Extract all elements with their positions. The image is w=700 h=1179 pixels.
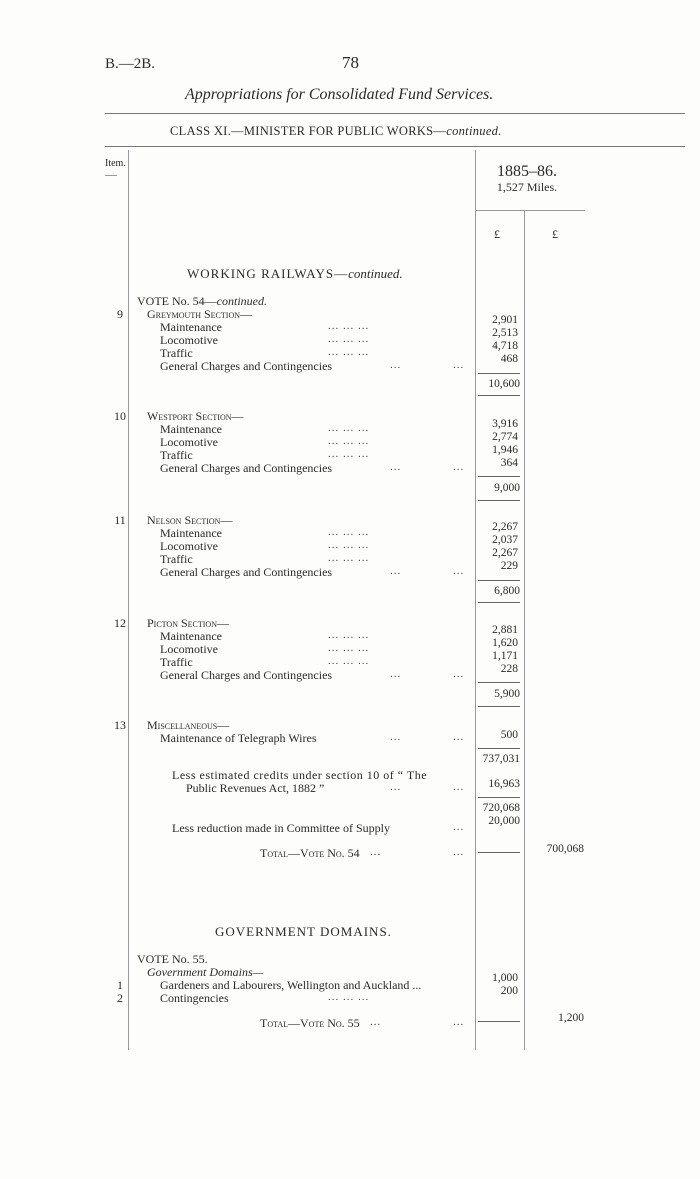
- section-total: 6,800: [494, 585, 520, 597]
- line-item: Maintenance: [160, 526, 222, 540]
- leader-dots: ... ... ...: [328, 346, 370, 358]
- line-item: Maintenance: [160, 320, 222, 334]
- subtotal-rule: [478, 476, 520, 477]
- vote-54-total-label: Total—Vote No. 54: [260, 846, 360, 860]
- leader-dots: ... ... ...: [328, 991, 370, 1003]
- leader-dots: ...: [453, 359, 465, 371]
- item-number: 9: [117, 307, 123, 321]
- subtotal-rule: [478, 395, 520, 396]
- header-rule: [105, 113, 685, 114]
- item-number: 10: [114, 409, 126, 423]
- class-heading: CLASS XI.—MINISTER FOR PUBLIC WORKS—continued.: [170, 124, 502, 138]
- line-item: Locomotive: [160, 333, 218, 347]
- line-item: Traffic: [160, 552, 193, 566]
- subtotal-rule: [478, 706, 520, 707]
- leader-dots: ...: [390, 461, 402, 473]
- line-item: Gardeners and Labourers, Wellington and Auckland ...: [160, 978, 422, 992]
- line-item: Traffic: [160, 448, 193, 462]
- table-top-rule: [105, 146, 685, 147]
- leader-dots: ... ... ...: [328, 448, 370, 460]
- leader-dots: ...: [390, 668, 402, 680]
- line-item: Locomotive: [160, 435, 218, 449]
- line-item: General Charges and Contingencies: [160, 668, 333, 682]
- leader-dots: ...: [390, 781, 402, 793]
- leader-dots: ... ... ...: [328, 642, 370, 654]
- amount: 2,267: [492, 521, 518, 533]
- subtotal-rule: [478, 682, 520, 683]
- section-total: 5,900: [494, 688, 520, 700]
- vote-54-total-amount: 700,068: [546, 843, 584, 855]
- domains-subhead: Government Domains—: [147, 965, 264, 979]
- amount: 2,513: [492, 327, 518, 339]
- amount: 1,620: [492, 637, 518, 649]
- line-item: General Charges and Contingencies: [160, 359, 333, 373]
- line-item: General Charges and Contingencies: [160, 565, 333, 579]
- item-number: 1: [117, 978, 123, 992]
- amount: 468: [500, 353, 518, 365]
- vote-55-label: VOTE No. 55.: [137, 952, 208, 966]
- vote-54-label: VOTE No. 54—continued.: [137, 294, 267, 308]
- line-item: General Charges and Contingencies: [160, 461, 333, 475]
- leader-dots: ...: [453, 1016, 465, 1028]
- line-item: Traffic: [160, 346, 193, 360]
- vote-55-total-label: Total—Vote No. 55: [260, 1016, 360, 1030]
- leader-dots: ... ... ...: [328, 435, 370, 447]
- year-header: 1885–86.: [497, 163, 557, 180]
- item-number: 11: [114, 513, 126, 527]
- subtotal-rule: [478, 373, 520, 374]
- leader-dots: ...: [453, 781, 465, 793]
- amount: 1,946: [492, 444, 518, 456]
- leader-dots: ...: [453, 668, 465, 680]
- amount: 2,037: [492, 534, 518, 546]
- subtotal-amount: 737,031: [482, 753, 520, 765]
- page-subtitle: Appropriations for Consolidated Fund Services.: [185, 86, 494, 103]
- leader-dots: ...: [453, 731, 465, 743]
- pound-symbol-1: £: [494, 227, 500, 241]
- subtotal-rule: [478, 580, 520, 581]
- amount: 1,000: [492, 972, 518, 984]
- section-name: Nelson Section—: [147, 513, 233, 527]
- reduction-amount: 20,000: [488, 815, 520, 827]
- miles-header: 1,527 Miles.: [496, 180, 558, 194]
- subtotal-rule: [478, 797, 520, 798]
- amount: 2,881: [492, 624, 518, 636]
- line-item: Contingencies: [160, 991, 229, 1005]
- amount: 1,171: [492, 650, 518, 662]
- amount: 4,718: [492, 340, 518, 352]
- amount-column-rule-2: [524, 210, 525, 1050]
- amount: 2,267: [492, 547, 518, 559]
- line-item: Traffic: [160, 655, 193, 669]
- year-underline: [475, 210, 585, 211]
- credits-line-2: Public Revenues Act, 1882 ”: [186, 781, 325, 795]
- leader-dots: ... ... ...: [328, 655, 370, 667]
- line-item: Maintenance: [160, 629, 222, 643]
- leader-dots: ...: [390, 359, 402, 371]
- credits-amount: 16,963: [488, 778, 520, 790]
- amount: 500: [500, 729, 518, 741]
- subtotal-rule: [478, 602, 520, 603]
- item-number: 2: [117, 991, 123, 1005]
- leader-dots: ...: [390, 731, 402, 743]
- government-domains-title: GOVERNMENT DOMAINS.: [215, 924, 392, 939]
- credits-line-1: Less estimated credits under section 10 of “ The: [172, 768, 428, 782]
- section-name: Picton Section—: [147, 616, 229, 630]
- amount-column-rule-1: [475, 150, 476, 1050]
- leader-dots: ...: [370, 1016, 382, 1028]
- item-number: 13: [114, 718, 126, 732]
- pound-symbol-2: £: [552, 227, 558, 241]
- leader-dots: ... ... ...: [328, 526, 370, 538]
- after-credits-amount: 720,068: [482, 802, 520, 814]
- leader-dots: ...: [390, 565, 402, 577]
- line-item: Maintenance: [160, 422, 222, 436]
- total-rule: [478, 1021, 520, 1022]
- amount: 200: [500, 985, 518, 997]
- leader-dots: ...: [370, 846, 382, 858]
- leader-dots: ... ... ...: [328, 422, 370, 434]
- amount: 229: [500, 560, 518, 572]
- working-railways-title: WORKING RAILWAYS—continued.: [187, 266, 403, 281]
- page-number: 78: [342, 53, 359, 72]
- section-name: Greymouth Section—: [147, 307, 252, 321]
- total-rule: [478, 852, 520, 853]
- leader-dots: ...: [453, 461, 465, 473]
- amount: 228: [500, 663, 518, 675]
- amount: 2,901: [492, 314, 518, 326]
- reduction-line: Less reduction made in Committee of Supply: [172, 821, 390, 835]
- amount: 364: [500, 457, 518, 469]
- section-name: Westport Section—: [147, 409, 244, 423]
- item-column-rule: [128, 150, 129, 1050]
- leader-dots: ... ... ...: [328, 333, 370, 345]
- section-total: 9,000: [494, 482, 520, 494]
- leader-dots: ...: [453, 565, 465, 577]
- line-item: Locomotive: [160, 539, 218, 553]
- line-item: Maintenance of Telegraph Wires: [160, 731, 317, 745]
- document-reference: B.—2B.: [105, 56, 156, 72]
- leader-dots: ... ... ...: [328, 320, 370, 332]
- section-name: Miscellaneous—: [147, 718, 230, 732]
- line-item: Locomotive: [160, 642, 218, 656]
- leader-dots: ...: [453, 821, 465, 833]
- item-column-header: Item.: [105, 158, 126, 169]
- leader-dots: ... ... ...: [328, 552, 370, 564]
- leader-dots: ... ... ...: [328, 539, 370, 551]
- amount: 3,916: [492, 418, 518, 430]
- amount: 2,774: [492, 431, 518, 443]
- section-total: 10,600: [488, 378, 520, 390]
- leader-dots: ...: [453, 846, 465, 858]
- leader-dots: ... ... ...: [328, 629, 370, 641]
- item-underline: [105, 175, 117, 176]
- subtotal-rule: [478, 748, 520, 749]
- item-number: 12: [114, 616, 126, 630]
- vote-55-total-amount: 1,200: [558, 1012, 584, 1024]
- subtotal-rule: [478, 500, 520, 501]
